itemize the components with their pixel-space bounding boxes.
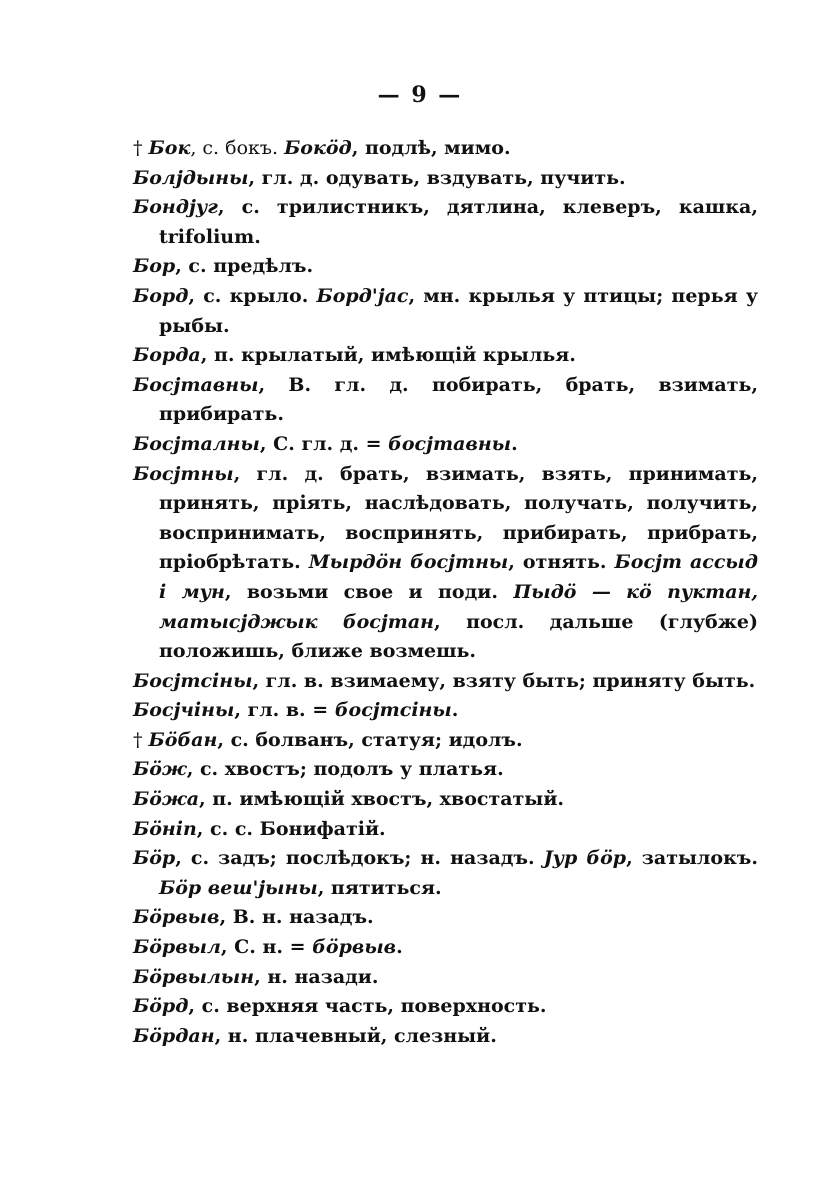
definition: , С. гл. д. = bbox=[259, 432, 389, 455]
subentry: Бокöд bbox=[284, 137, 352, 159]
definition: , гл. в. взимаему, взяту быть; приняту быть. bbox=[252, 669, 756, 692]
headword: Бöр bbox=[133, 847, 176, 870]
definition: , подлѣ, мимо. bbox=[351, 137, 511, 159]
punctuation: . bbox=[396, 936, 403, 959]
headword: Бок bbox=[148, 137, 191, 159]
definition: , с. с. Бонифатій. bbox=[196, 817, 386, 840]
entry-bosjtavny bbox=[133, 371, 758, 430]
subentry: Јур бöр bbox=[543, 847, 627, 870]
entry-borvylyn bbox=[133, 963, 758, 993]
headword: Бöжа bbox=[133, 788, 200, 811]
entry-bonip bbox=[133, 815, 758, 845]
entry-bor-back bbox=[133, 844, 758, 903]
headword: Бондјуг bbox=[133, 196, 218, 219]
entry-bok bbox=[133, 134, 758, 164]
headword: Бор bbox=[133, 255, 176, 278]
dagger-mark: † bbox=[133, 137, 149, 159]
entry-borvyl bbox=[133, 933, 758, 963]
entry-bor bbox=[133, 252, 758, 282]
definition: , с. крыло. bbox=[188, 284, 317, 307]
subentry: Борд'јас bbox=[316, 284, 409, 307]
entry-bosjtalny bbox=[133, 430, 758, 460]
entry-borda bbox=[133, 341, 758, 371]
headword: Бöрдан bbox=[133, 1024, 215, 1047]
definition: , с. бокъ. bbox=[190, 137, 285, 159]
entry-bosjchiny bbox=[133, 696, 758, 726]
punctuation: . bbox=[511, 432, 518, 455]
page-number: — 9 — bbox=[377, 82, 463, 108]
entry-bozh bbox=[133, 755, 758, 785]
dictionary-entries bbox=[133, 134, 758, 1051]
definition: , с. трилистникъ, дятлина, клеверъ, кашка, trifolium. bbox=[159, 196, 758, 248]
definition: , с. предѣлъ. bbox=[175, 255, 314, 278]
entry-boljdyny bbox=[133, 164, 758, 194]
cross-reference: босјтсіны bbox=[334, 699, 452, 722]
headword: Бöніп bbox=[133, 817, 197, 840]
definition: , п. имѣющій хвостъ, хвостатый. bbox=[199, 788, 565, 811]
headword: Борд bbox=[133, 284, 189, 307]
headword: Бöрвыл bbox=[133, 936, 221, 959]
entry-bosjtsiny bbox=[133, 667, 758, 697]
punctuation: . bbox=[451, 699, 459, 722]
entry-bozha bbox=[133, 785, 758, 815]
definition: , В. н. назадъ. bbox=[219, 906, 374, 929]
headword: Босјчіны bbox=[133, 699, 235, 722]
entry-boban bbox=[133, 726, 758, 756]
entry-bondjug bbox=[133, 193, 758, 252]
definition: , мн. крылья у птицы; перья у рыбы. bbox=[159, 284, 758, 337]
entry-bordan bbox=[133, 1022, 758, 1052]
definition: , н. назади. bbox=[254, 965, 379, 988]
proverb-translation: , посл. дальше (глубже) положишь, ближе возмешь. bbox=[159, 610, 758, 663]
definition: , п. крылатый, имѣющій крылья. bbox=[200, 344, 576, 367]
definition: , н. плачевный, слезный. bbox=[214, 1024, 497, 1047]
entry-bord-top bbox=[133, 992, 758, 1022]
definition: , с. болванъ, статуя; идолъ. bbox=[217, 728, 523, 751]
definition: , гл. д. брать, взимать, взять, принимать, принять, пріять, наслѣдовать, получать, получить, воспринимать, воспринять, прибирать, прибрать, пріобрѣтать. bbox=[159, 462, 758, 574]
cross-reference: бöрвыв bbox=[312, 936, 397, 959]
example: Босјт ассыд і мун bbox=[159, 551, 758, 603]
subentry: Мырдöн босјтны bbox=[308, 551, 509, 574]
definition: , пятиться. bbox=[317, 876, 442, 899]
headword: Бöрд bbox=[133, 995, 189, 1018]
definition: , с. верхняя часть, поверхность. bbox=[188, 995, 547, 1018]
entry-bord bbox=[133, 282, 758, 341]
definition: , С. н. = bbox=[220, 936, 313, 959]
entry-borvyv bbox=[133, 903, 758, 933]
headword: Босјтавны bbox=[133, 373, 259, 396]
definition: , В. гл. д. побирать, брать, взимать, прибирать. bbox=[159, 373, 758, 426]
definition: , гл. в. = bbox=[234, 699, 335, 722]
entry-bosjtny bbox=[133, 460, 758, 667]
definition: , с. задъ; послѣдокъ; н. назадъ. bbox=[175, 847, 544, 870]
example-translation: , возьми свое и поди. bbox=[224, 580, 514, 603]
headword: Борда bbox=[133, 344, 201, 367]
definition: , отнять. bbox=[508, 551, 615, 574]
definition: , с. хвостъ; подолъ у платья. bbox=[186, 758, 504, 781]
cross-reference: босјтавны bbox=[388, 432, 512, 455]
headword: Бöрвыв bbox=[133, 906, 220, 929]
definition: , затылокъ. bbox=[626, 847, 758, 870]
headword: Босјтны bbox=[133, 462, 234, 485]
subentry: Бöр веш'јыны bbox=[159, 876, 318, 899]
headword: Бöрвылын bbox=[133, 965, 255, 988]
headword: Босјталны bbox=[133, 432, 260, 455]
dagger-mark: † bbox=[133, 728, 149, 751]
headword: Болјдыны bbox=[133, 166, 249, 189]
headword: Бöж bbox=[133, 758, 187, 781]
proverb: Пыдö — кö пуктан, матысјджык босјтан bbox=[159, 580, 758, 633]
headword: Бöбан bbox=[148, 728, 218, 751]
definition: , гл. д. одувать, вздувать, пучить. bbox=[248, 166, 626, 189]
headword: Босјтсіны bbox=[133, 669, 253, 692]
